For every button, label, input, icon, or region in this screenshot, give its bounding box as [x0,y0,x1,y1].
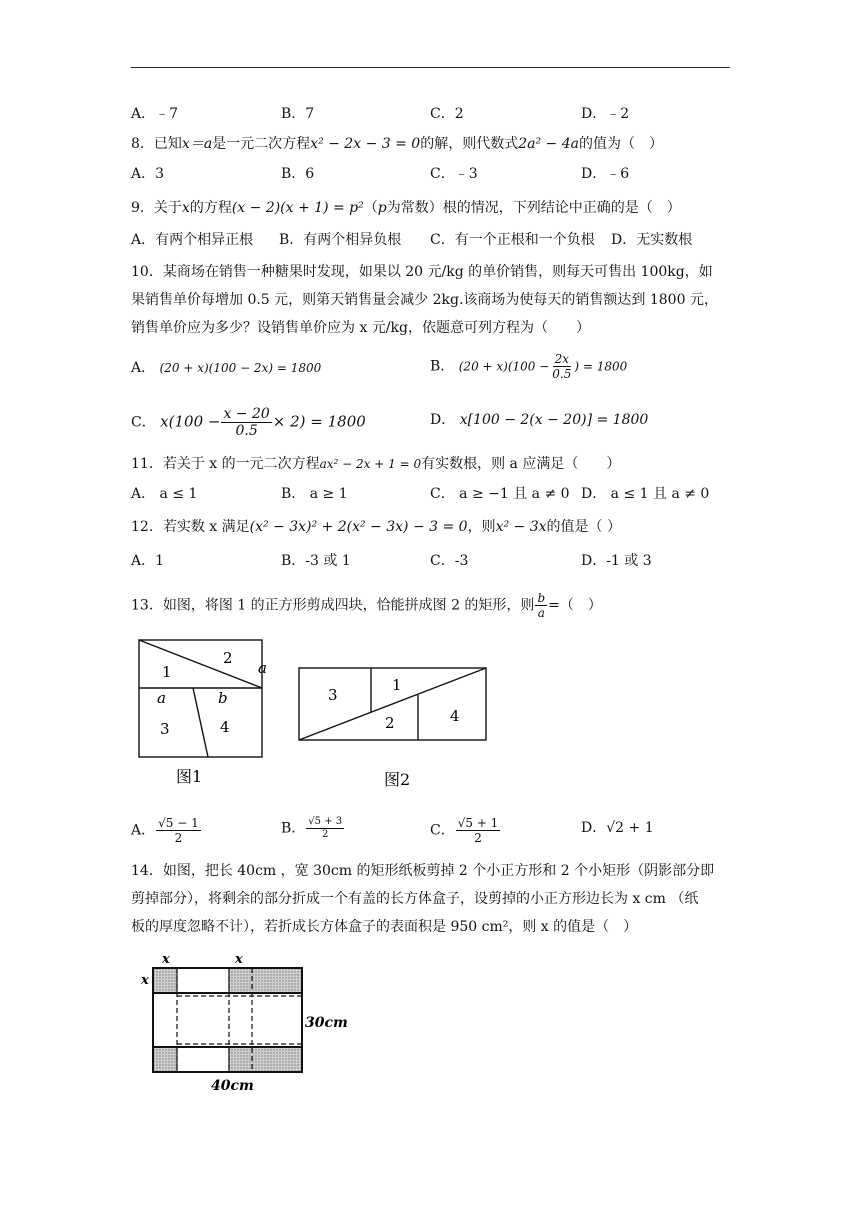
option-label: C． [430,822,455,839]
q13-option-c [430,816,501,845]
q10-option-b-denominator: 0.5 [552,367,572,381]
fig2-caption: 图2 [384,770,411,789]
q11-stem [131,454,620,474]
q14-stem-line3: 板的厚度忽略不计），若折成长方体盒子的表面积是 950 cm²，则 x 的值是（ ） [131,919,638,935]
q10-stem-line3: 销售单价应为多少？设销售单价应为 x 元/kg，依题意可列方程为（ ） [131,320,590,336]
q9-option-b: B．有两个相异负根 [279,232,402,248]
fig1-label-a-right: a [258,659,267,677]
q13-stem [131,591,602,620]
q9-option-d: D．无实数根 [611,232,693,248]
q14-stem-line1: 14．如图，把长 40cm ，宽 30cm 的矩形纸板剪掉 2 个小正方形和 2 个小矩形（阴影部分即 [131,863,715,879]
q9-option-c: C．有一个正根和一个负根 [430,232,595,248]
q13-option-a-denominator: 2 [174,831,183,845]
q14-label-width: 30cm [305,1015,348,1031]
q10-option-b-numerator: 2x [554,352,570,366]
q12-option-d: D．-1 或 3 [581,553,652,569]
q7-option-b: B．7 [281,106,315,122]
q7-option-c: C．2 [430,106,464,122]
q13-option-d [581,818,654,838]
q10-stem-line1: 10．某商场在销售一种糖果时发现，如果以 20 元/kg 的单价销售，则每天可售出 100kg，如 [131,264,713,280]
q14-label-x-top-2: x [235,952,243,967]
q7-option-d: D．﹣2 [581,106,630,122]
cut-rect-bottom-right [229,1047,302,1072]
fig1-label-3: 3 [160,720,170,738]
option-label: D． [581,820,607,836]
option-label: C． [131,414,156,431]
cut-rect-top-right [229,968,302,993]
q9-stem-text: 为常数）根的情况，下列结论中正确的是（ ） [386,200,681,216]
q13-option-d-value: √2 + 1 [606,820,654,836]
q10-option-a [131,358,321,378]
q14-label-x-top-1: x [162,952,170,967]
q9-var-p: p [377,200,387,216]
q12-option-b: B．-3 或 1 [281,553,351,569]
header-rule [131,67,730,68]
fig1-caption: 图1 [176,767,203,786]
q10-option-b-post: ) = 1800 [574,359,628,374]
q8-stem-text: 8．已知 [131,136,182,152]
q12-stem [131,517,621,537]
q12-equation: (x² − 3x)² + 2(x² − 3x) − 3 = 0 [249,519,468,535]
option-label: A． [131,822,156,839]
q13-stem-text: 13．如图，将图 1 的正方形剪成四块，恰能拼成图 2 的矩形，则 [131,597,535,614]
q10-option-d-equation: x[100 − 2(x − 20)] = 1800 [459,412,649,428]
q8-option-a: A．3 [131,166,165,182]
option-label: B． [430,358,455,375]
q10-option-b-pre: (20 + x)(100 − [458,359,550,374]
cut-square-top-left [153,968,177,993]
option-label: D． [430,412,456,428]
q9-stem [131,198,681,218]
q10-option-c-denominator: 0.5 [235,423,258,439]
q14-label-length: 40cm [211,1078,254,1094]
q8-var: x＝a [181,136,213,152]
q8-option-b: B．6 [281,166,315,182]
q14-label-x-left: x [141,973,149,988]
q14-figure [135,950,365,1098]
q8-option-c: C．﹣3 [430,166,478,182]
q10-option-c-post: × 2) = 1800 [272,412,366,431]
q13-figure-1 [130,635,280,795]
q10-stem-line2: 果销售单价每增加 0.5 元，则第天销售量会减少 2kg.该商场为使每天的销售额达到 1800 元， [131,292,718,308]
q13-option-c-denominator: 2 [474,831,482,845]
option-label: A． [131,360,156,376]
q13-option-b-denominator: 2 [322,829,329,840]
fig1-label-b: b [218,689,228,707]
q13-option-b-numerator: √5 + 3 [308,816,343,827]
fig1-label-a: a [157,689,166,707]
q8-stem-text: 的值为（ ） [578,136,663,152]
q9-stem-text: 9．关于 [131,200,182,216]
q13-frac-numerator: b [537,591,546,605]
q9-stem-text: 的方程 [189,200,232,216]
q11-equation: ax² − 2x + 1 = 0 [319,457,422,471]
q13-frac-denominator: a [537,606,545,620]
q12-stem-text: 12．若实数 x 满足 [131,519,250,535]
q13-option-c-numerator: √5 + 1 [457,816,499,830]
q11-stem-text: 有实数根，则 a 应满足（ ） [421,456,621,472]
q10-option-c [131,406,366,439]
q10-option-d [430,410,648,430]
fig2-label-2: 2 [385,714,395,732]
q7-option-a: A．﹣7 [131,106,179,122]
q14-stem-line2: 剪掉部分），将剩余的部分折成一个有盖的长方体盒子，设剪掉的小正方形边长为 x cm （纸 [131,891,699,907]
q11-option-a: A． a ≤ 1 [131,486,198,502]
q8-stem-text: 是一元二次方程 [212,136,311,152]
q8-option-d: D．﹣6 [581,166,630,182]
fig2-label-4: 4 [450,707,460,725]
q9-option-a: A．有两个相异正根 [131,232,254,248]
fig2-label-3: 3 [328,686,338,704]
q12-stem-text: 的值是（ ） [546,519,621,535]
q13-option-b [281,816,345,841]
q11-stem-text: 11．若关于 x 的一元二次方程 [131,456,320,472]
fig1-label-4: 4 [220,718,230,736]
q8-stem [131,134,663,154]
q9-var: x [181,200,190,216]
q8-equation: x² − 2x − 3 = 0 [310,136,421,152]
q12-stem-text: ，则 [467,519,496,535]
q10-option-a-equation: (20 + x)(100 − 2x) = 1800 [159,361,322,375]
q11-option-d: D． a ≤ 1 且 a ≠ 0 [581,486,710,502]
q8-expression: 2a² − 4a [518,136,579,152]
q11-option-c: C． a ≥ −1 且 a ≠ 0 [430,486,570,502]
q10-option-c-numerator: x − 20 [223,406,270,422]
q13-option-a [131,816,202,845]
cut-square-bottom-left [153,1047,177,1072]
q12-option-c: C．-3 [430,553,469,569]
fig1-label-1: 1 [162,663,172,681]
q9-equation: (x − 2)(x + 1) = p² [231,200,364,216]
fig2-label-1: 1 [392,676,402,694]
q11-option-b: B． a ≥ 1 [281,486,348,502]
q12-expression: x² − 3x [495,519,547,535]
q13-option-a-numerator: √5 − 1 [158,816,199,830]
q9-stem-text: （ [363,200,378,216]
fig1-label-2: 2 [223,649,233,667]
q12-option-a: A．1 [131,553,165,569]
q10-option-c-pre: x(100 − [160,412,221,431]
q13-stem-text: =（ ） [548,597,602,614]
option-label: B． [281,820,306,837]
q8-stem-text: 的解，则代数式 [420,136,519,152]
q13-figure-2 [295,660,495,795]
q10-option-b [430,352,627,381]
